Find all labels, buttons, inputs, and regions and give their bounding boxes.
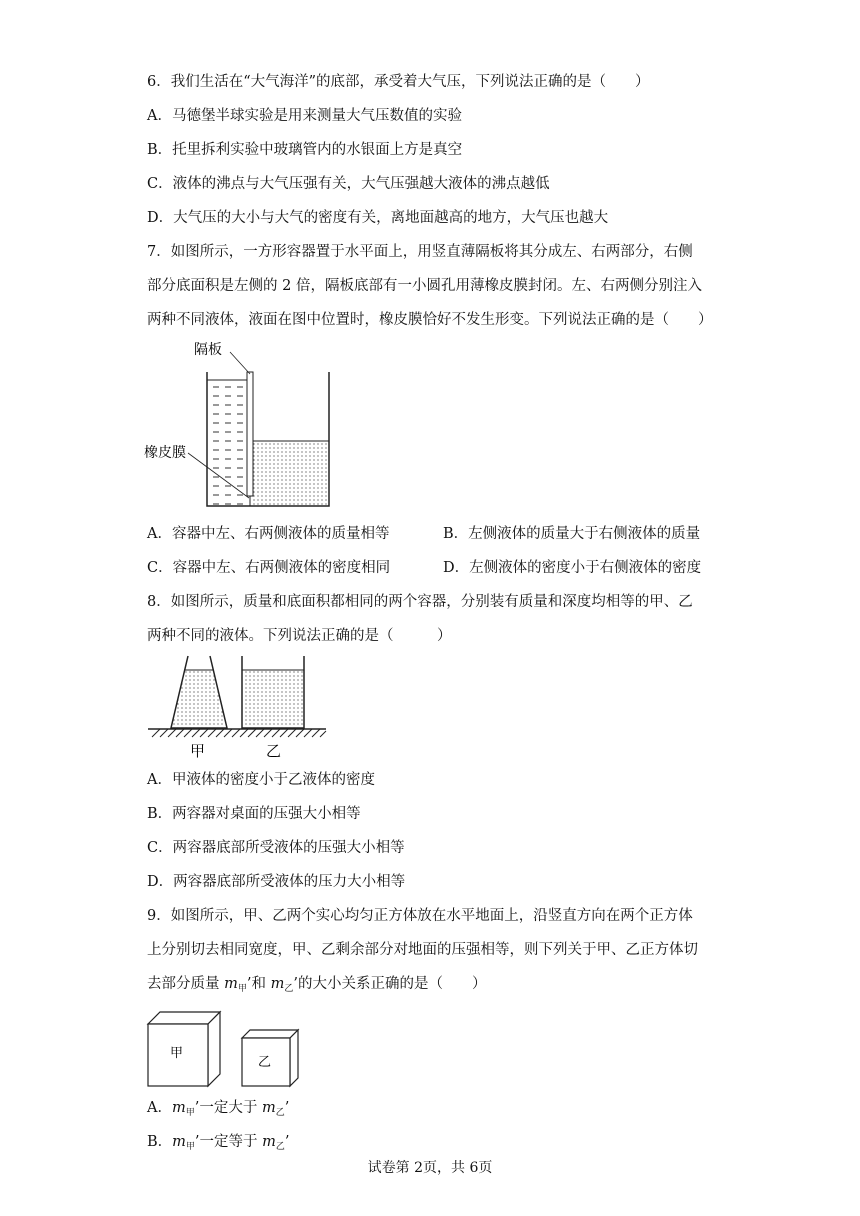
q7-option-d: D．左侧液体的密度小于右侧液体的密度 [443,560,702,576]
q8-option-d: D．两容器底部所受液体的压力大小相等 [147,874,406,890]
q8-label-yi: 乙 [266,742,282,760]
q7-stem-line1: 7．如图所示，一方形容器置于水平面上，用竖直薄隔板将其分成左、右两部分，右侧 [147,244,693,260]
q6-option-a: A．马德堡半球实验是用来测量大气压数值的实验 [147,108,462,124]
q8-label-jia: 甲 [190,742,206,760]
q9-label-yi: 乙 [258,1055,272,1070]
q8-stem-line2: 两种不同的液体。下列说法正确的是（ ） [147,628,452,644]
q7-figure [140,338,340,518]
q7-option-c: C．容器中左、右两侧液体的密度相同 [147,560,391,576]
q9-option-a: A．$m_甲$’一定大于 $m_乙$’ [147,1100,290,1118]
q8-option-a: A．甲液体的密度小于乙液体的密度 [147,772,375,788]
q9-stem-line1: 9．如图所示，甲、乙两个实心均匀正方体放在水平地面上，沿竖直方向在两个正方体 [147,908,693,924]
q6-stem: 6．我们生活在“大气海洋”的底部，承受着大气压，下列说法正确的是（ ） [147,74,650,90]
q7-label-membrane: 橡皮膜 [144,445,186,461]
q7-right-liquid [253,441,329,506]
q7-label-partition: 隔板 [194,342,222,358]
q6-option-c: C．液体的沸点与大气压强有关，大气压强越大液体的沸点越低 [147,176,550,192]
q7-stem-line3: 两种不同液体，液面在图中位置时，橡皮膜恰好不发生形变。下列说法正确的是（ ） [147,312,713,328]
q9-cube-jia [148,1012,220,1086]
q9-stem-line3: 去部分质量 $m_甲$’和 $m_乙$’的大小关系正确的是（ ） [147,976,487,994]
q8-liquid-yi [242,670,304,728]
q7-partition [247,372,253,496]
q9-label-jia: 甲 [170,1046,184,1061]
q7-option-a: A．容器中左、右两侧液体的质量相等 [147,526,390,542]
q8-option-c: C．两容器底部所受液体的压强大小相等 [147,840,405,856]
q7-left-liquid [207,380,247,506]
q9-stem-line2: 上分别切去相同宽度，甲、乙剩余部分对地面的压强相等，则下列关于甲、乙正方体切 [147,942,698,958]
q8-figure [148,654,328,758]
q9-figure [146,1010,306,1088]
q6-option-b: B．托里拆利实验中玻璃管内的水银面上方是真空 [147,142,463,158]
q9-option-b: B．$m_甲$’一定等于 $m_乙$’ [147,1134,290,1152]
q7-stem-line2: 部分底面积是左侧的 2 倍，隔板底部有一小圆孔用薄橡皮膜封闭。左、右两侧分别注入 [147,278,702,294]
q7-option-b: B．左侧液体的质量大于右侧液体的质量 [443,526,701,542]
q8-liquid-jia [172,670,226,728]
q8-stem-line1: 8．如图所示，质量和底面积都相同的两个容器，分别装有质量和深度均相等的甲、乙 [147,594,693,610]
q8-option-b: B．两容器对桌面的压强大小相等 [147,806,361,822]
q6-option-d: D．大气压的大小与大气的密度有关，离地面越高的地方，大气压也越大 [147,210,609,226]
page-footer: 试卷第 2页，共 6页 [367,1160,493,1176]
